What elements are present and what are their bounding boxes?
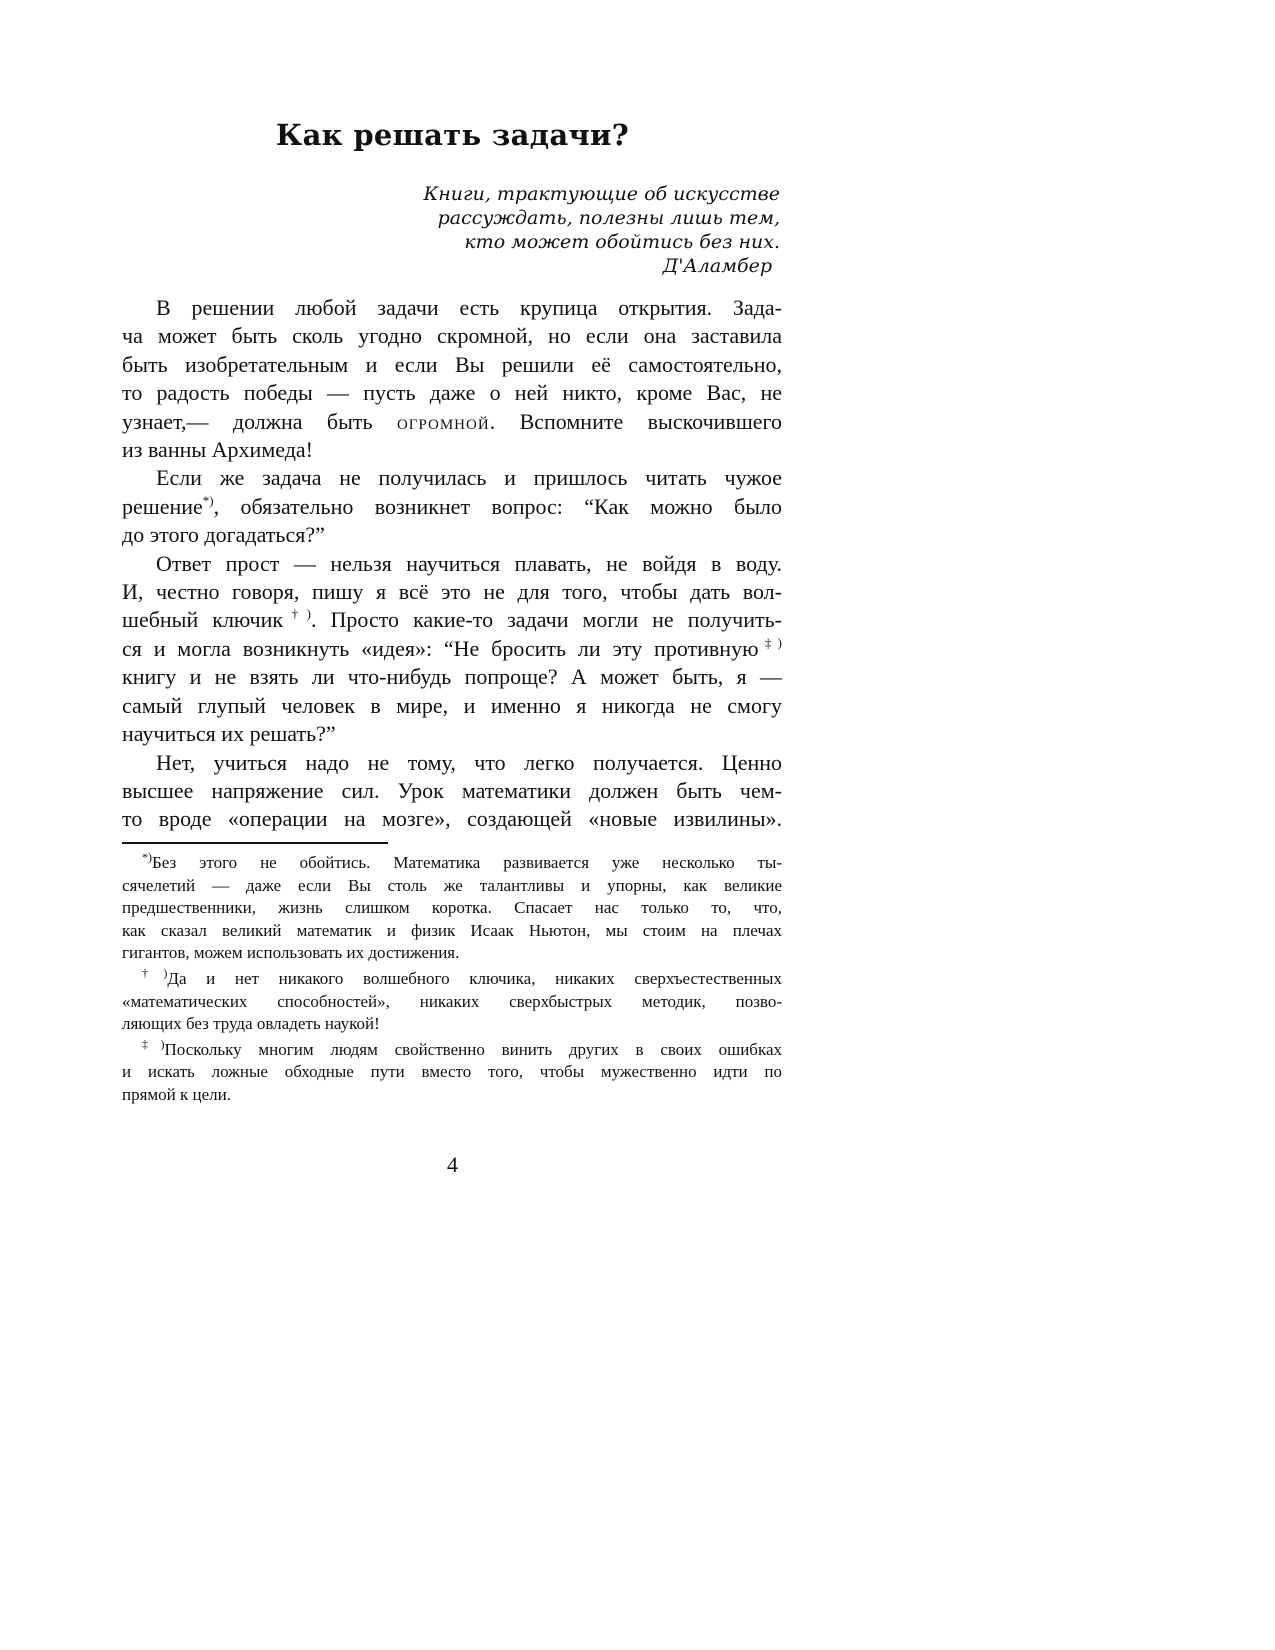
footnote-line: как сказал великий математик и физик Исаак Ньютон, мы стоим на плечах	[122, 920, 782, 940]
footnote-line	[122, 852, 782, 875]
page-number: 4	[447, 1152, 458, 1177]
footnote-mark: *)	[142, 850, 152, 864]
footnote-line: прямой к цели.	[122, 1084, 232, 1104]
text-line: научиться их решать?”	[122, 721, 336, 747]
text-line: высшее напряжение сил. Урок математики должен быть чем-	[122, 777, 782, 803]
footnote-line: предшественники, жизнь слишком коротка. Спасает нас только то, что,	[122, 898, 782, 918]
text-line: Ответ прост — нельзя научиться плавать, не войдя в воду.	[156, 550, 782, 576]
text-line: из ванны Архимеда!	[122, 437, 313, 463]
footnote-mark: †)	[142, 965, 168, 980]
text-segment: шебный ключик	[122, 607, 284, 633]
text-line: В решении любой задачи есть крупица открытия. Зада-	[156, 295, 782, 320]
epigraph-line: кто может обойтись без них.	[464, 231, 780, 253]
footnote-double-dagger	[122, 1036, 783, 1107]
footnote-mark: ‡)	[142, 1036, 165, 1051]
footnote-star	[122, 852, 782, 965]
text-segment: решение	[122, 493, 203, 519]
footnote-line: ляющих без труда овладеть наукой!	[122, 1014, 380, 1034]
footnote-dagger	[122, 965, 782, 1036]
text-line: до этого догадаться?”	[122, 522, 325, 548]
footnote-marker: ‡)	[758, 634, 782, 650]
footnote-line	[122, 965, 782, 991]
footnote-marker: †)	[283, 606, 311, 622]
footnote-line: «математических способностей», никаких сверхбыстрых методик, позво-	[122, 991, 782, 1011]
footnote-line: и искать ложные обходные пути вместо того, чтобы мужественно идти по	[122, 1062, 782, 1082]
text-segment: . Вспомните выскочившего	[489, 408, 782, 434]
text-segment: Поскольку многим людям свойственно винить других в своих ошибках	[164, 1039, 783, 1059]
emphasis-caps: огромной	[396, 408, 490, 434]
text-segment: . Просто какие-то задачи могли не получить-	[310, 607, 782, 633]
text-line	[122, 635, 782, 663]
text-line	[122, 408, 782, 436]
page-title: Как решать задачи?	[275, 118, 630, 152]
epigraph-author: Д'Аламбер	[662, 255, 772, 277]
epigraph-line: Книги, трактующие об искусстве	[423, 183, 780, 205]
footnote-separator	[122, 842, 388, 844]
text-segment: , обязательно возникнет вопрос: “Как можно было	[213, 493, 782, 519]
text-line: то радость победы — пусть даже о ней никто, кроме Вас, не	[122, 380, 782, 406]
text-line: Если же задача не получилась и пришлось читать чужое	[156, 465, 782, 491]
footnotes	[122, 852, 782, 1110]
text-line: ча может быть сколь угодно скромной, но если она заставила	[122, 323, 782, 349]
text-segment: Да и нет никакого волшебного ключика, никаких сверхъестественных	[167, 968, 782, 988]
text-line: быть изобретательным и если Вы решили её самостоятельно,	[122, 351, 782, 377]
text-line: то вроде «операции на мозге», создающей «новые извилины».	[122, 806, 782, 832]
text-segment: ся и могла возникнуть «идея»: “Не бросить ли эту противную	[122, 635, 759, 661]
epigraph-line: рассуждать, полезны лишь тем,	[437, 207, 780, 229]
main-text	[122, 294, 782, 834]
text-line: самый глупый человек в мире, и именно я никогда не смогу	[122, 692, 782, 718]
text-line	[122, 606, 782, 634]
text-line: И, честно говоря, пишу я всё это не для того, чтобы дать вол-	[122, 579, 782, 605]
text-line: Нет, учиться надо не тому, что легко получается. Ценно	[156, 749, 782, 775]
footnote-line: сячелетий — даже если Вы столь же талантливы и упорны, как великие	[122, 875, 782, 895]
text-segment: узнает,— должна быть	[122, 408, 397, 434]
footnote-marker: *)	[202, 492, 214, 508]
footnote-line	[122, 1036, 783, 1062]
text-line: книгу и не взять ли что-нибудь попроще? А может быть, я —	[122, 664, 782, 690]
footnote-line: гигантов, можем использовать их достижения.	[122, 943, 460, 963]
text-segment: Без этого не обойтись. Математика развивается уже несколько ты-	[152, 853, 782, 872]
epigraph	[370, 182, 780, 278]
text-line	[122, 493, 782, 521]
